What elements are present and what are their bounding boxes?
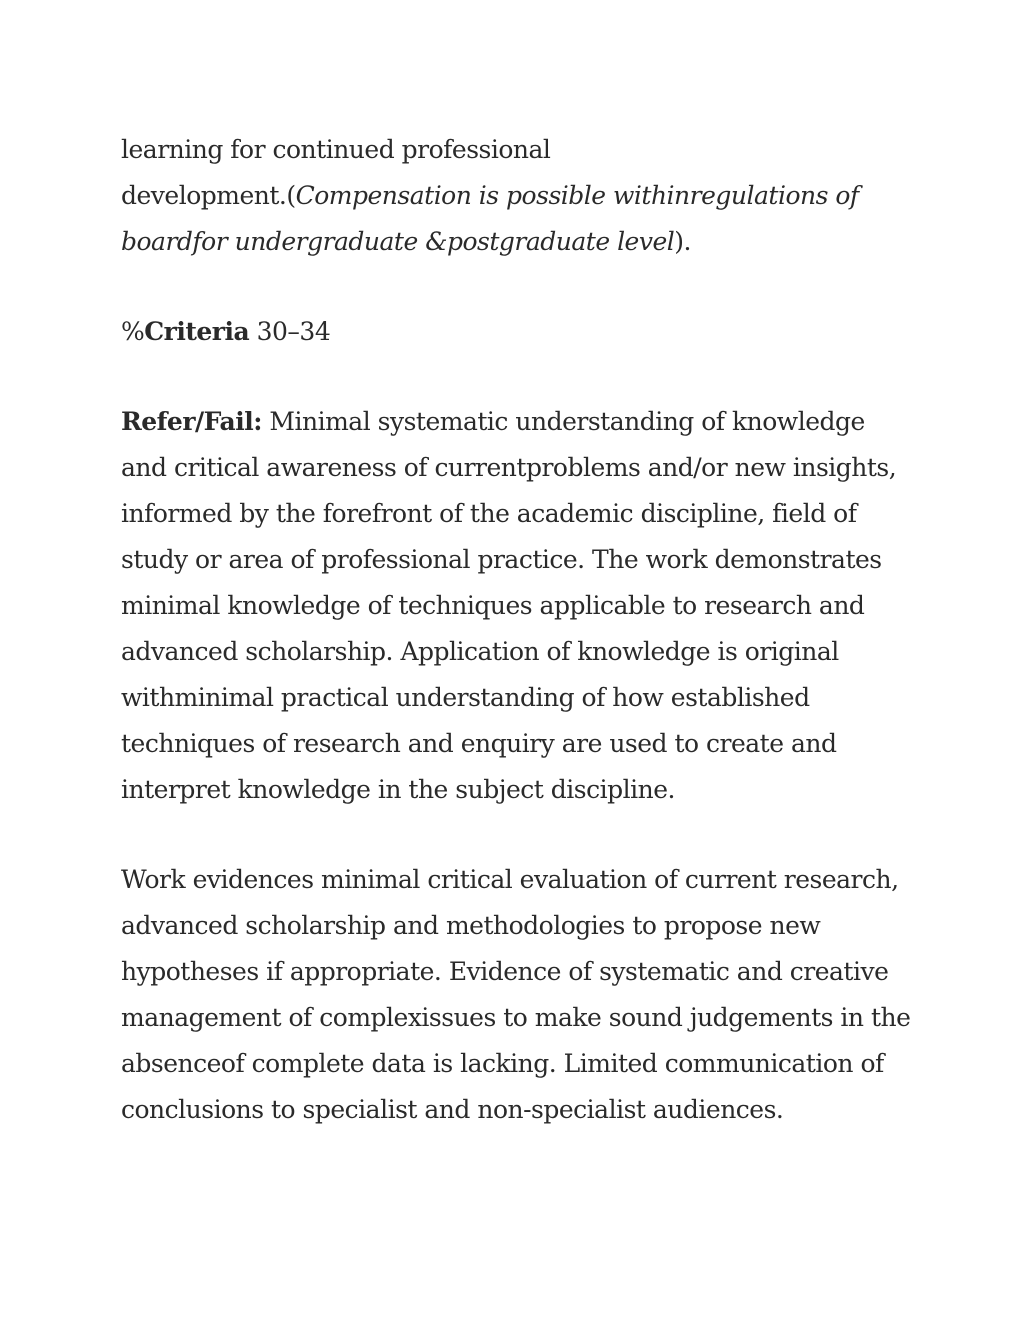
intro-suffix: ).	[674, 227, 691, 256]
intro-paragraph	[121, 127, 911, 265]
intro-line: learning for continued professional	[121, 135, 551, 164]
evidence-text: Work evidences minimal critical evaluation of current research, advanced scholarship and methodologies to propose new hypotheses if appropriate. Evidence of systematic and creative management of complexissues to make sound judgements in the absenceof complete data is lacking. Limited communication of conclusions to specialist and non-specialist audiences.	[121, 865, 911, 1124]
criteria-label: Criteria	[144, 317, 250, 346]
compensation-note: Compensation is possible withinregulations of boardfor undergraduate &postgraduate level	[121, 181, 859, 256]
evidence-paragraph	[121, 857, 911, 1133]
intro-prefix: development.(	[121, 181, 296, 210]
criteria-heading	[121, 309, 911, 355]
refer-fail-label: Refer/Fail:	[121, 407, 262, 436]
refer-fail-text: Minimal systematic understanding of knowledge and critical awareness of currentproblems and/or new insights, informed by the forefront of the academic discipline, field of study or area of professional practice. The work demonstrates minimal knowledge of techniques applicable to research and advanced scholarship. Application of knowledge is original withminimal practical understanding of how established techniques of research and enquiry are used to create and interpret knowledge in the subject discipline.	[121, 407, 897, 804]
refer-fail-paragraph	[121, 399, 911, 813]
criteria-range: 30–34	[256, 317, 331, 346]
document-page	[121, 127, 911, 1177]
criteria-percent: %	[121, 317, 145, 346]
